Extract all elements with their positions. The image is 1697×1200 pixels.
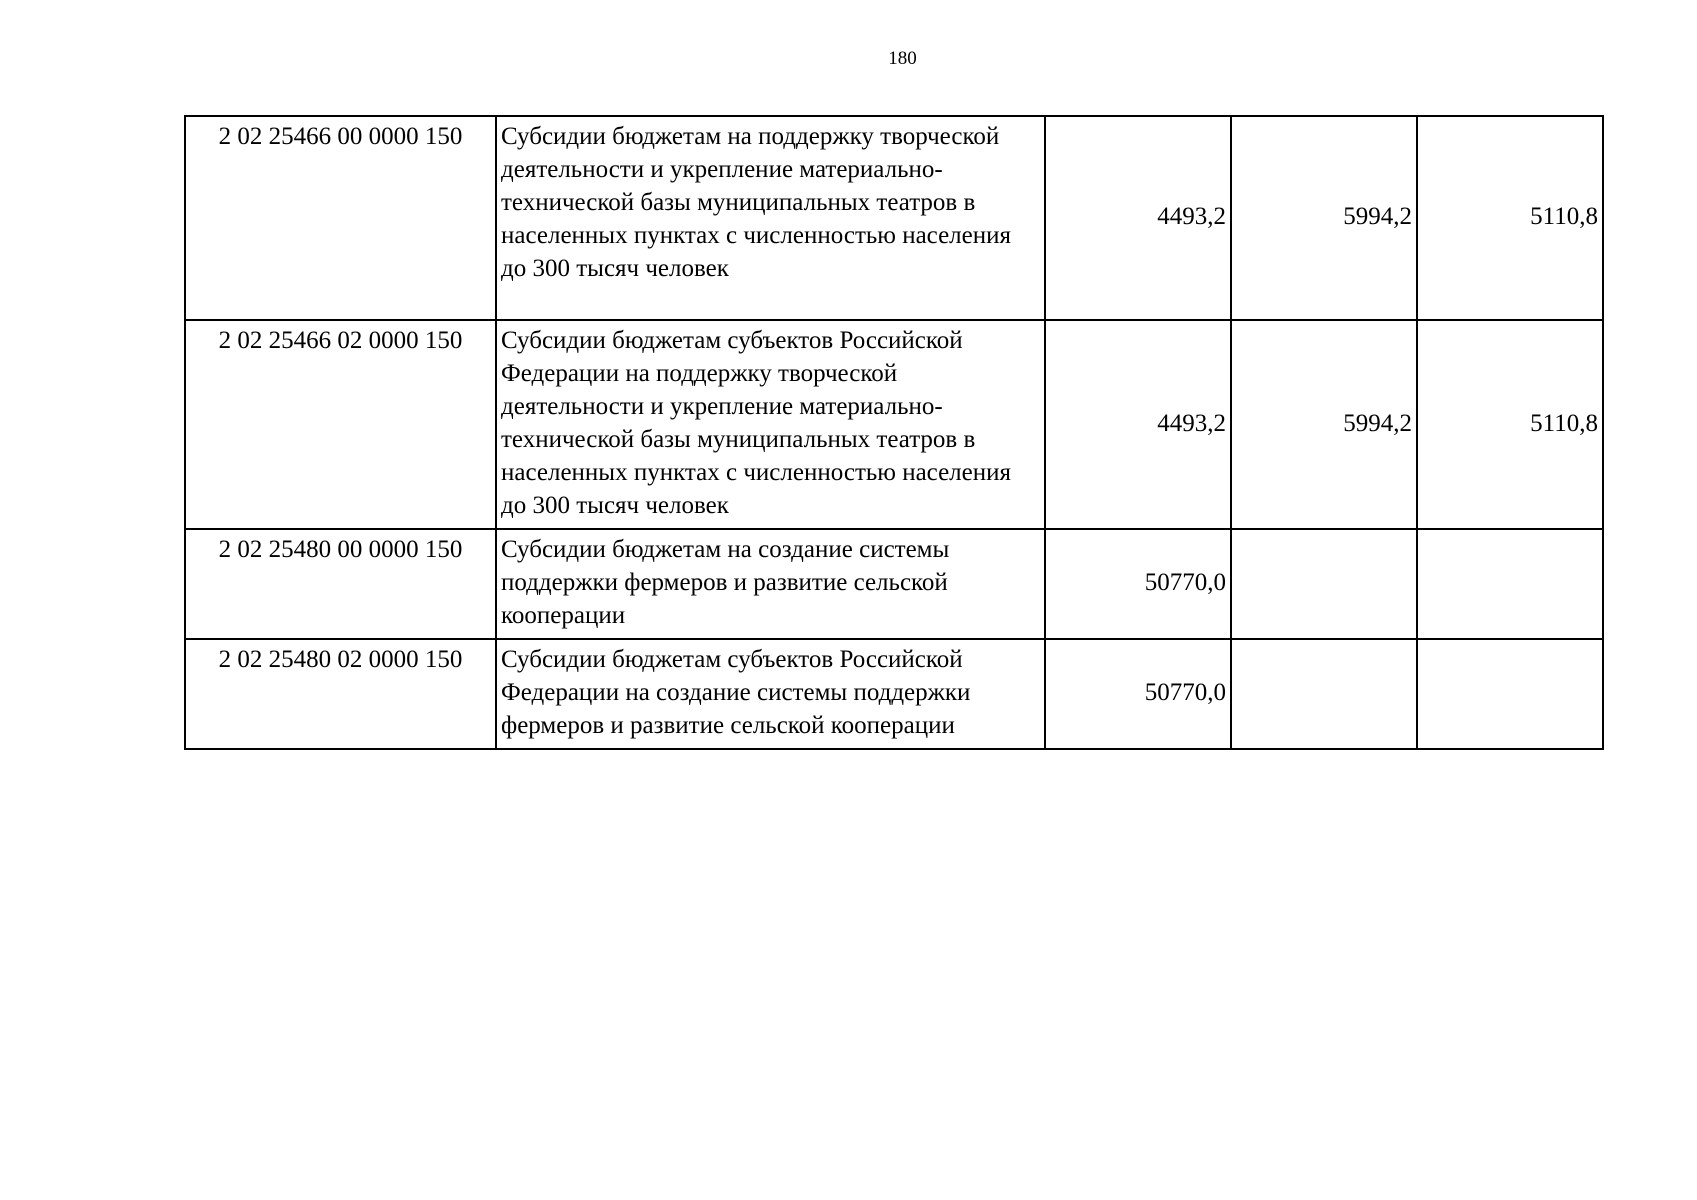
value-cell-3 <box>1417 529 1603 639</box>
value-cell-1: 4493,2 <box>1045 320 1231 529</box>
description-cell: Субсидии бюджетам субъектов Российской Федерации на создание системы поддержки фермеров и развитие сельской кооперации <box>496 639 1045 749</box>
budget-code-cell: 2 02 25480 00 0000 150 <box>185 529 496 639</box>
description-cell: Субсидии бюджетам субъектов Российской Федерации на поддержку творческой деятельности и укрепление материально-технической базы муниципальных театров в населенных пунктах с численностью населения до 300 тысяч человек <box>496 320 1045 529</box>
budget-code-cell: 2 02 25480 02 0000 150 <box>185 639 496 749</box>
description-cell: Субсидии бюджетам на создание системы поддержки фермеров и развитие сельской кооперации <box>496 529 1045 639</box>
budget-code-cell: 2 02 25466 00 0000 150 <box>185 116 496 320</box>
budget-code-cell: 2 02 25466 02 0000 150 <box>185 320 496 529</box>
value-cell-3: 5110,8 <box>1417 116 1603 320</box>
table-row <box>185 639 1603 749</box>
value-cell-1: 50770,0 <box>1045 529 1231 639</box>
table-row <box>185 320 1603 529</box>
value-cell-3: 5110,8 <box>1417 320 1603 529</box>
value-cell-2 <box>1231 639 1417 749</box>
value-cell-2: 5994,2 <box>1231 320 1417 529</box>
value-cell-1: 50770,0 <box>1045 639 1231 749</box>
description-cell: Субсидии бюджетам на поддержку творческой деятельности и укрепление материально-технической базы муниципальных театров в населенных пунктах с численностью населения до 300 тысяч человек <box>496 116 1045 320</box>
table-row <box>185 116 1603 320</box>
value-cell-2 <box>1231 529 1417 639</box>
page-number: 180 <box>888 48 917 69</box>
value-cell-2: 5994,2 <box>1231 116 1417 320</box>
value-cell-3 <box>1417 639 1603 749</box>
budget-table <box>184 115 1604 750</box>
table-row <box>185 529 1603 639</box>
value-cell-1: 4493,2 <box>1045 116 1231 320</box>
